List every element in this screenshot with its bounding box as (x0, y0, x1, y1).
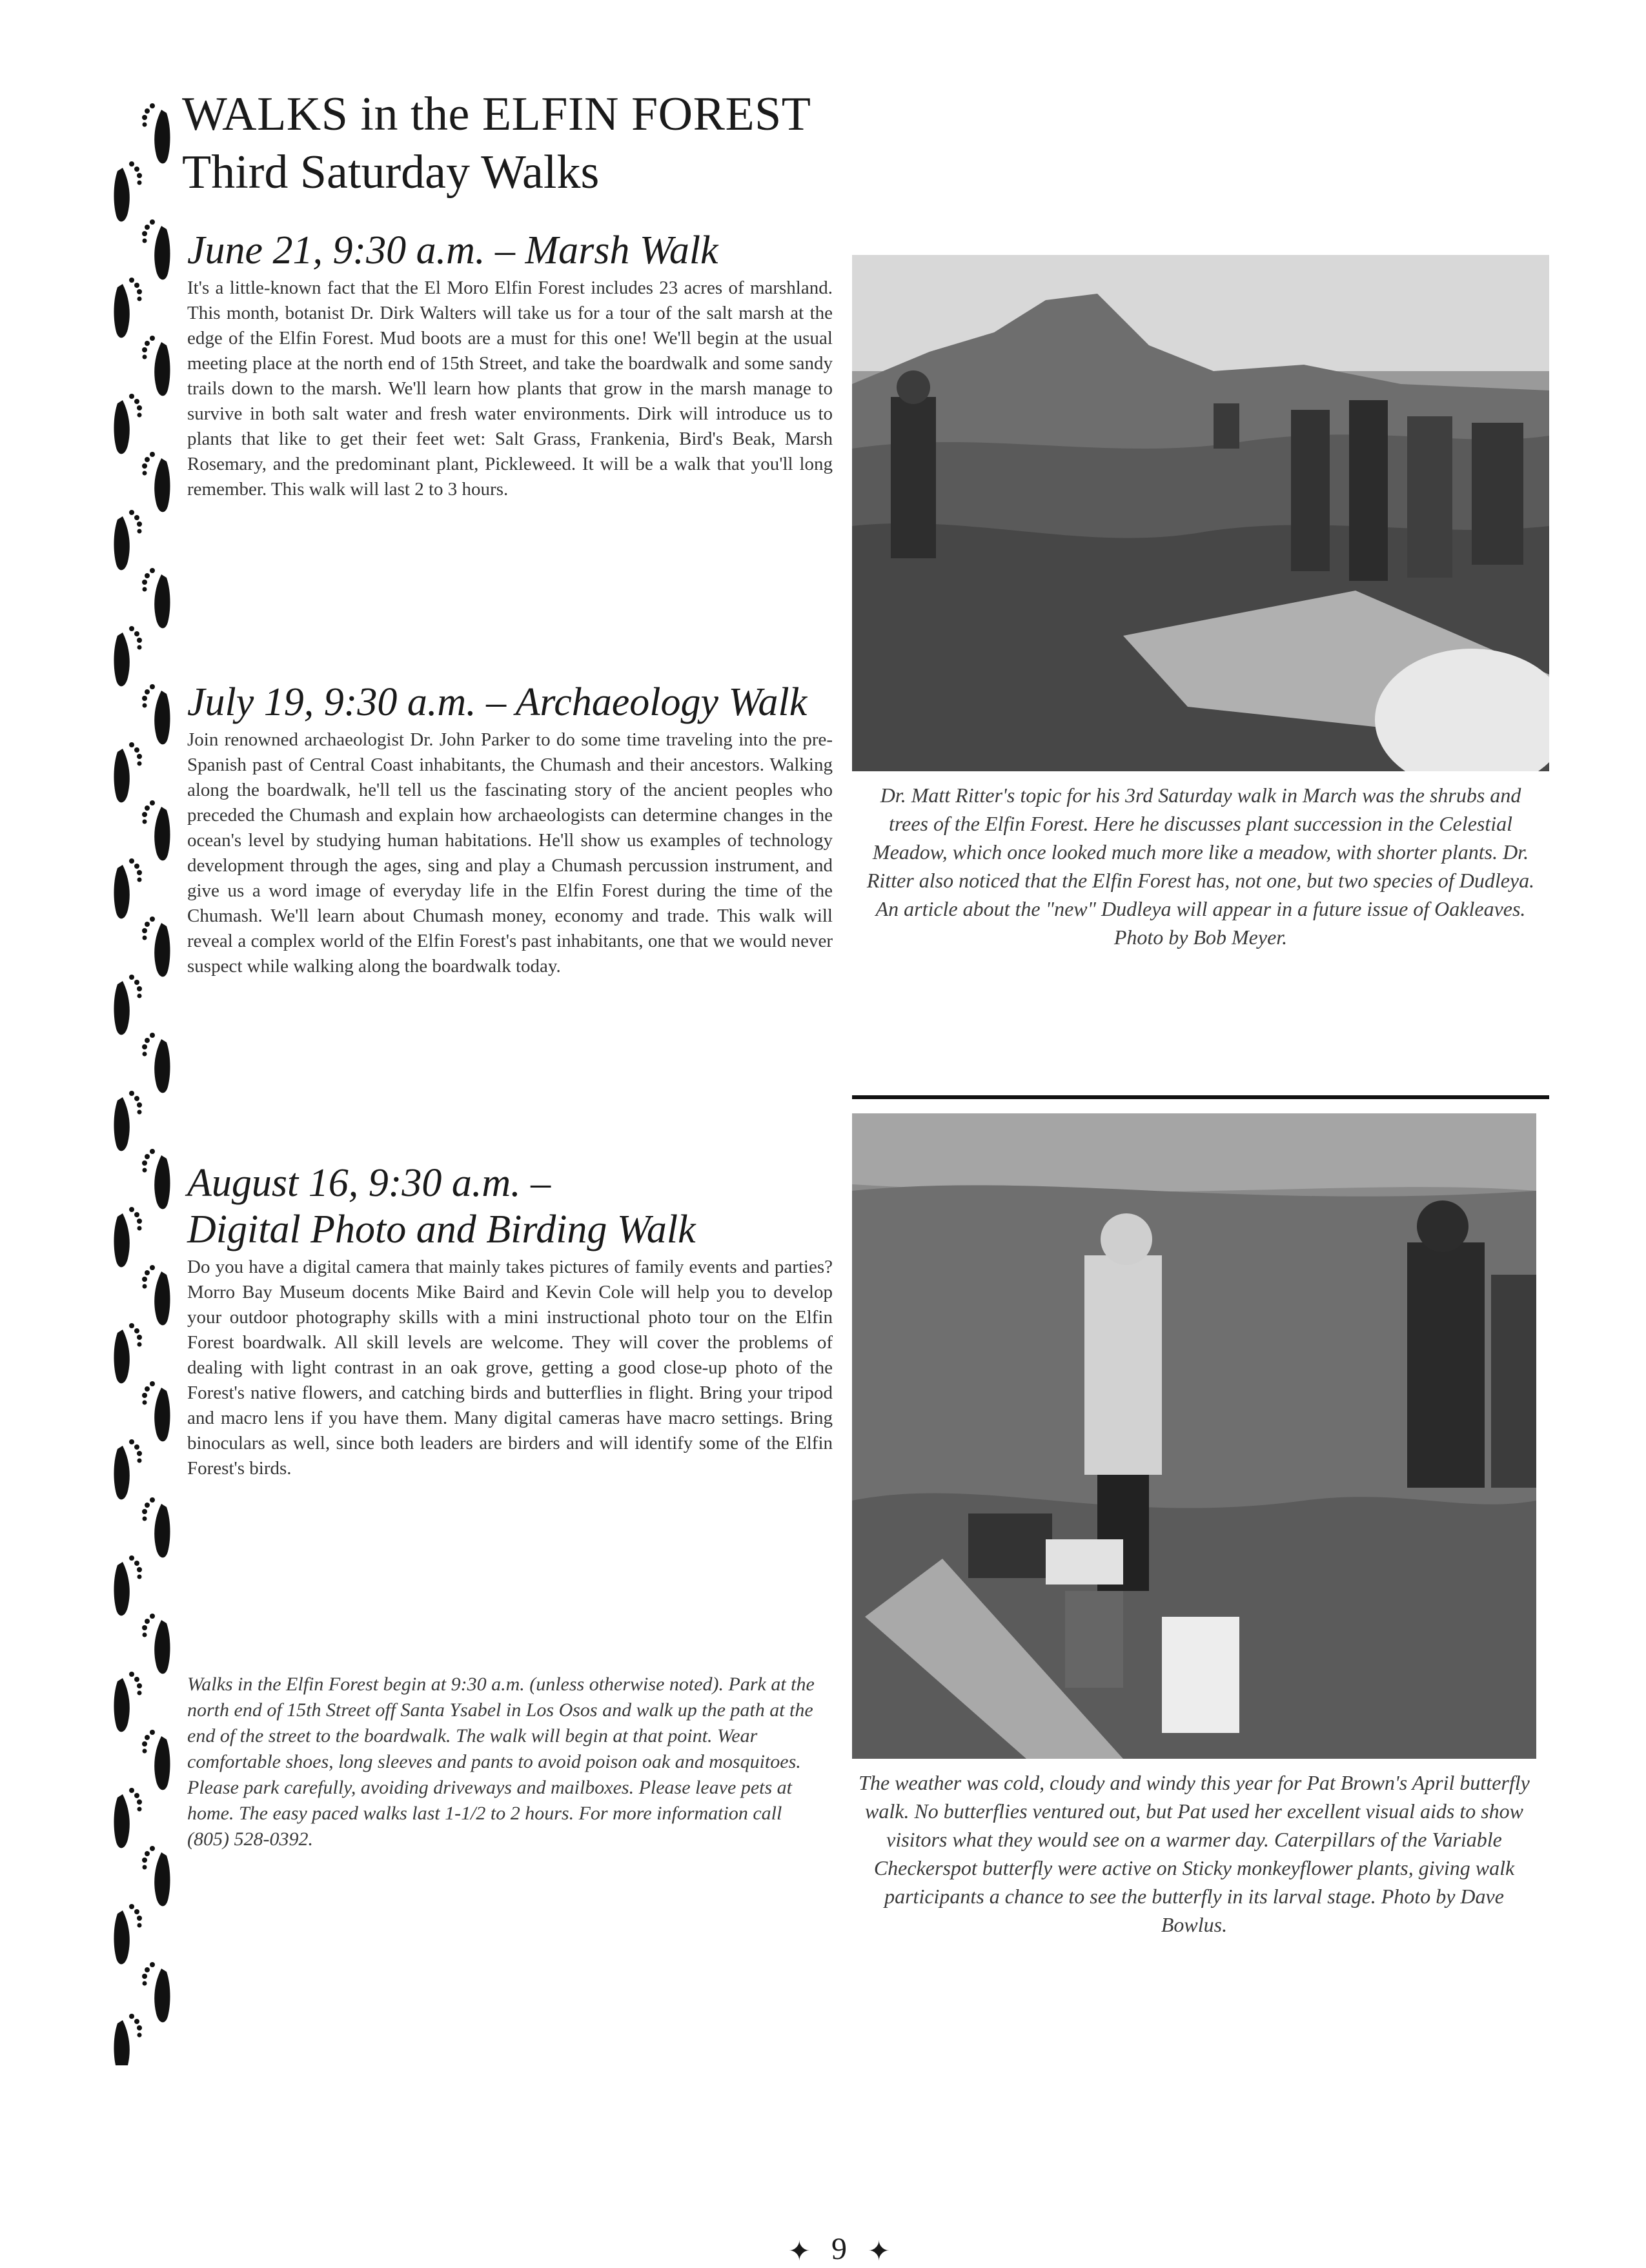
page-subtitle: Third Saturday Walks (182, 146, 600, 199)
page-title: WALKS in the ELFIN FOREST (182, 88, 811, 141)
walk-body: Do you have a digital camera that mainly takes pictures of family events and parties? Morro Bay Museum docents Mike Baird and Kevin Cole will help you to develop your outdoor photography skills with a mini instructional photo tour on the Elfin Forest boardwalk. All skill levels are welcome. They will cover the problems of dealing with light contrast in an oak grove, getting a good close-up photo of the Forest's native flowers, and catching birds and butterflies in flight. Bring your tripod and macro lens if you have them. Many digital cameras have macro settings. Bring binoculars as well, since both leaders are birders and will identify some of the Elfin Forest's birds. (187, 1257, 833, 1479)
walk-digital-photo (187, 1162, 833, 1481)
photo-caption-bottom: The weather was cold, cloudy and windy this year for Pat Brown's April butterfly walk. No butterflies ventured out, but Pat used her excellent visual aids to show visitors what they would see on a warmer day. Caterpillars of the Variable Checkerspot butterfly were active on Sticky monkeyflower plants, giving walk participants a chance to see the butterfly in its larval stage. Photo by Dave Bowlus. (859, 1771, 1530, 1936)
page-number: 9 (831, 2232, 847, 2266)
walk-heading: July 19, 9:30 a.m. – Archaeology Walk (187, 680, 808, 724)
footprint-icon (97, 97, 181, 2065)
walks-info-note: Walks in the Elfin Forest begin at 9:30 a.m. (unless otherwise noted). Park at the north end of 15th Street off Santa Ysabel in Los Osos and walk up the path at the end of the street to the boardwalk. The walk will begin at that point. Wear comfortable shoes, long sleeves and pants to avoid poison oak and mosquitoes. Please park carefully, avoiding driveways and mailboxes. Please leave pets at home. The easy paced walks last 1-1/2 to 2 hours. For more information call (805) 528-0392. (187, 1674, 815, 1850)
walk-heading: August 16, 9:30 a.m. – (187, 1161, 551, 1205)
four-point-star-icon: ✦ (868, 2236, 891, 2267)
divider (852, 1095, 1549, 1099)
walk-body: It's a little-known fact that the El Moro Elfin Forest includes 23 acres of marshland. This month, botanist Dr. Dirk Walters will take us for a tour of the salt marsh at the edge of the Elfin Forest. Mud boots are a must for this one! We'll begin at the usual meeting place at the north end of 15th Street, and take the boardwalk and some sandy trails down to the marsh. We'll learn how plants that grow in the marsh manage to survive in both salt water and fresh water environments. Dirk will introduce us to plants that like to get their feet wet: Salt Grass, Frankenia, Bird's Beak, Marsh Rosemary, and the predominant plant, Pickleweed. It will be a walk that you'll long remember. This walk will last 2 to 3 hours. (187, 278, 833, 500)
title-block (182, 85, 840, 201)
walk-marsh (187, 229, 833, 502)
footprint-border (97, 97, 181, 2065)
walk-archaeology (187, 681, 833, 979)
walk-heading: June 21, 9:30 a.m. – Marsh Walk (187, 228, 718, 272)
photo-butterfly-walk (852, 1113, 1536, 1759)
photo-caption-top: Dr. Matt Ritter's topic for his 3rd Saturday walk in March was the shrubs and trees of the Elfin Forest. Here he discusses plant succession in the Celestial Meadow, which once looked much more like a meadow, with shorter plants. Dr. Ritter also noticed that the Elfin Forest has, not one, but two species of Dudleya. An article about the "new" Dudleya will appear in a future issue of Oakleaves. Photo by Bob Meyer. (866, 784, 1535, 949)
walk-body: Join renowned archaeologist Dr. John Parker to do some time traveling into the pre-Spanish past of Central Coast inhabitants, the Chumash and their ancestors. Walking along the boardwalk, he'll tell us the fascinating story of the ancient peoples who preceded the Chumash and explain how archaeologists can determine changes in the ocean's level by studying human habitations. He'll show us examples of technology development through the ages, sing and play a Chumash percussion instrument, and give us a word image of everyday life in the Elfin Forest during the time of the Chumash. We'll learn about Chumash money, economy and trade. This walk will reveal a complex world of the Elfin Forest's past inhabitants, one that we would never suspect while walking along the boardwalk today. (187, 729, 833, 977)
walk-heading-line2: Digital Photo and Birding Walk (187, 1208, 696, 1251)
four-point-star-icon: ✦ (787, 2236, 811, 2267)
page-number-block (742, 2233, 936, 2268)
photo-matt-ritter (852, 255, 1549, 771)
